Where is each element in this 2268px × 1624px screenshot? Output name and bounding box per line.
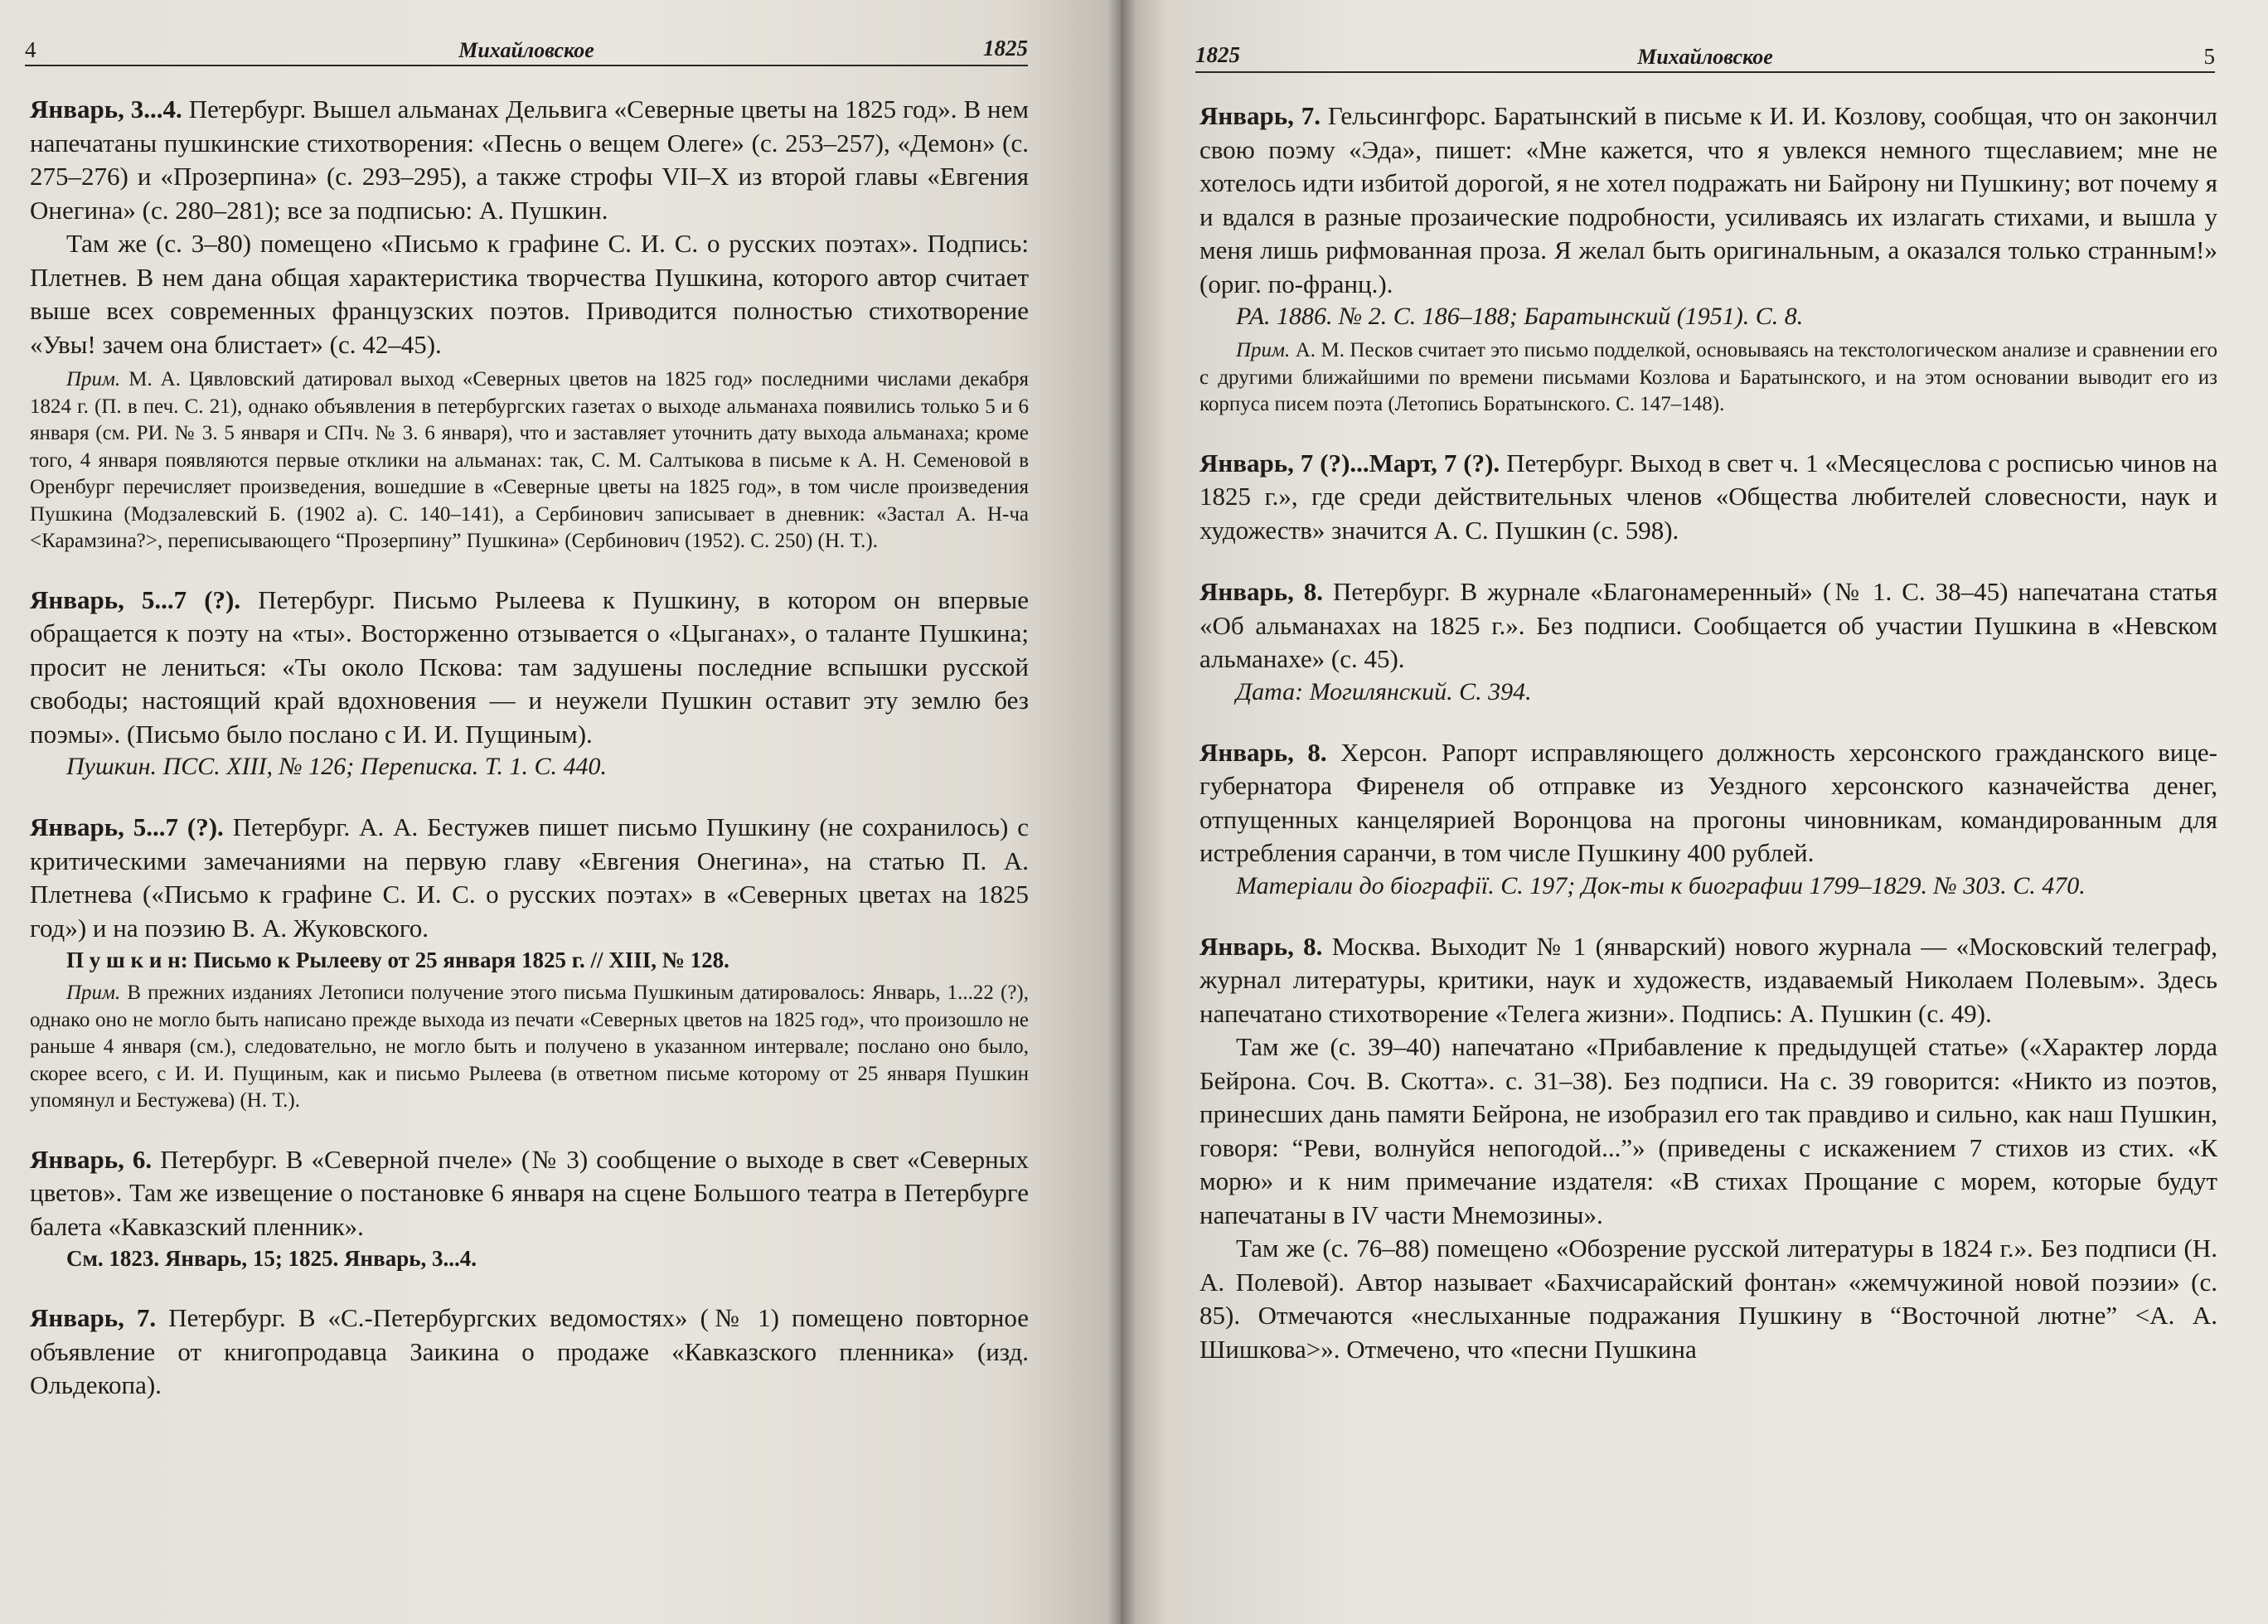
chronicle-entry xyxy=(30,1302,1029,1403)
chronicle-entry xyxy=(30,584,1029,783)
entry-text-continued: Там же (с. 39–40) напечатано «Прибавление к предыдущей статье» («Характер лорда Бейрона. Соч. В. Скотта». с. 31–38). Без подписи. На с. 39 говорится: «Никто из поэтов, принесших дань памяти Бейрона, не изобразил его так правдиво и сильно, как наш Пушкин, говоря: “Реви, волнуйся непогодой...”» (приведены с искажением 7 стихов из стих. «К морю» и к ним примечание издателя: «В стихах Прощание с морем, которые будут напечатаны в IV части Мнемозины». xyxy=(1199,1032,2217,1229)
running-year: 1825 xyxy=(1195,42,1240,67)
entry-text: Петербург. А. А. Бестужев пишет письмо Пушкину (не сохранилось) с критическими замечаниями на первую главу «Евгения Онегина», на статью П. А. Плетнева («Письмо к графине С. И. С. о русских поэтах» в «Северных цветах на 1825 год») и на поэзию В. А. Жуковского. xyxy=(30,812,1030,943)
entry-text: Петербург. Вышел альманах Дельвига «Северные цветы на 1825 год». В нем напечатаны пушкинские стихотворения: «Песнь о вещем Олеге» (с. 253–257), «Демон» (с. 275–276) и «Прозерпина» (с. 293–295), а также строфы VII–X из второй главы «Евгения Онегина» (с. 280–281); все за подписью: А. Пушкин. xyxy=(30,95,1029,225)
entry-text-continued: Там же (с. 3–80) помещено «Письмо к графине С. И. С. о русских поэтах». Подпись: Плетнев. В нем дана общая характеристика творчества Пушкина, которого автор считает выше всех современных французских поэтов. Приводится полностью стихотворение «Увы! зачем она блистает» (с. 42–45). xyxy=(30,229,1029,359)
entry-date: Январь, 7 (?)...Март, 7 (?). xyxy=(1199,448,1500,478)
entry-date: Январь, 8. xyxy=(1199,577,1324,606)
header-rule xyxy=(1195,71,2215,73)
entry-cross-reference: См. 1823. Январь, 15; 1825. Январь, 3...4. xyxy=(66,1246,477,1271)
entry-text: Гельсингфорс. Баратынский в письме к И. И. Козлову, сообщая, что он закончил свою поэму «Эда», пишет: «Мне кажется, что я увлекся немного тщеславием; мне не хотелось идти избитой дорогой, я не хотел подражать ни Байрону ни Пушкину; вот почему я и вдался в разные прозаические подробности, усиливаясь их излагать стихами, и вышла у меня лишь рифмованная проза. Я желал быть оригинальным, а оказался только странным!» (ориг. по-франц.). xyxy=(1199,101,2218,298)
left-page xyxy=(0,0,1121,1624)
running-title: Михайловское xyxy=(458,38,594,62)
entry-text: Херсон. Рапорт исправляющего должность херсонского гражданского вице-губернатора Фиренеля об отправке из Уездного херсонского казначейства денег, отпущенных канцелярией Воронцова на прогоны чиновникам, командированным для истребления саранчи, в том числе Пушкину 400 рублей. xyxy=(1199,737,2218,867)
page-number: 5 xyxy=(2203,44,2215,69)
entry-text: Москва. Выходит № 1 (январский) нового журнала — «Московский телеграф, журнал литературы, критики, наук и художеств, издаваемый Николаем Полевым». Здесь напечатано стихотворение «Телега жизни». Подпись: А. Пушкин (с. 49). xyxy=(1199,931,2217,1028)
entry-text: Петербург. В журнале «Благонамеренный» (№ 1. С. 38–45) напечатана статья «Об альманахах на 1825 г.». Без подписи. Сообщается об участии Пушкина в «Невском альманахе» (с. 45). xyxy=(1199,577,2217,673)
entry-date: Январь, 7. xyxy=(30,1303,157,1332)
running-title: Михайловское xyxy=(1637,45,1773,69)
chronicle-entry xyxy=(1199,575,2217,708)
right-page xyxy=(1121,0,2268,1624)
entry-date: Январь, 7. xyxy=(1199,101,1321,130)
entry-source: П у ш к и н: Письмо к Рылееву от 25 января 1825 г. // XIII, № 128. xyxy=(66,948,729,972)
header-rule xyxy=(25,65,1028,66)
entry-date: Январь, 3...4. xyxy=(30,95,182,124)
running-year: 1825 xyxy=(983,36,1028,61)
chronicle-entry xyxy=(1199,447,2217,548)
right-page-body xyxy=(1199,99,2217,1394)
chronicle-entry xyxy=(30,93,1029,555)
entry-date: Январь, 8. xyxy=(1199,931,1323,961)
entry-text: Петербург. В «Северной пчеле» (№ 3) сообщение о выходе в свет «Северных цветов». Там же извещение о постановке 6 января на сцене Большого театра в Петербурге балета «Кавказский пленник». xyxy=(30,1144,1030,1241)
entry-text: Петербург. В «С.-Петербургских ведомостях» (№ 1) помещено повторное объявление от книгопродавца Заикина о продаже «Кавказского пленника» (изд. Ольдекопа). xyxy=(30,1303,1030,1399)
entry-text: Петербург. Выход в свет ч. 1 «Месяцеслова с росписью чинов на 1825 г.», где среди действительных членов «Общества любителей словесности, наук и художеств» значится А. С. Пушкин (с. 598). xyxy=(1199,448,2218,545)
chronicle-entry xyxy=(1199,99,2217,419)
entry-source: Пушкин. ПСС. XIII, № 126; Переписка. Т. 1. С. 440. xyxy=(66,753,608,780)
entry-note: В прежних изданиях Летописи получение этого письма Пушкиным датировалось: Январь, 1...22 (?), однако оно не могло быть написано прежде выхода из печати «Северных цветов на 1825 год», что произошло не раньше 4 января (см.), следовательно, не могло быть и получено в указанном интервале; послано оно было, скорее всего, с И. И. Пущиным, как и письмо Рылеева (в ответном письме которому от 25 января Пушкин упомянул и Бестужева) (Н. Т.). xyxy=(30,982,1029,1112)
note-label: Прим. xyxy=(1236,339,1291,361)
entry-date: Январь, 5...7 (?). xyxy=(30,584,241,614)
entry-source: РА. 1886. № 2. С. 186–188; Баратынский (1951). С. 8. xyxy=(1236,303,1804,330)
note-label: Прим. xyxy=(66,982,121,1004)
entry-date: Январь, 5...7 (?). xyxy=(30,812,224,841)
entry-note: А. М. Песков считает это письмо подделкой, основываясь на текстологическом анализе и сравнении его с другими ближайшими по времени письмами Козлова и Баратынского, и на этом основании выводит его из корпуса писем поэта (Летопись Боратынского. С. 147–148). xyxy=(1199,339,2217,415)
entry-source: Дата: Могилянский. С. 394. xyxy=(1236,677,1532,705)
entry-text-continued: Там же (с. 76–88) помещено «Обозрение русской литературы в 1824 г.». Без подписи (Н. А. Полевой). Автор называет «Бахчисарайский фонтан» «жемчужиной новой поэзии» (с. 85). Отмечаются «неслыханные подражания Пушкину в “Восточной лютне” <А. А. Шишкова>». Отмечено, что «песни Пушкина xyxy=(1199,1234,2217,1364)
entry-date: Январь, 8. xyxy=(1199,737,1327,767)
left-running-header xyxy=(25,33,1028,66)
chronicle-entry xyxy=(1199,930,2217,1367)
entry-text: Петербург. Письмо Рылеева к Пушкину, в котором он впервые обращается к поэту на «ты». Восторженно отзывается о «Цыганах», о таланте Пушкина; просит не лениться: «Ты около Пскова: там задушены последние вспышки русской свободы; настоящий край вдохновения — и неужели Пушкин оставит эту землю без поэмы». (Письмо было послано с И. И. Пущиным). xyxy=(30,584,1030,749)
chronicle-entry xyxy=(30,811,1029,1115)
left-page-body xyxy=(30,93,1029,1431)
entry-date: Январь, 6. xyxy=(30,1144,153,1174)
note-label: Прим. xyxy=(66,368,121,390)
chronicle-entry xyxy=(30,1143,1029,1274)
entry-source: Матеріали до біографії. С. 197; Док-ты к биографии 1799–1829. № 303. С. 470. xyxy=(1236,871,2086,899)
right-running-header xyxy=(1195,40,2215,73)
chronicle-entry xyxy=(1199,736,2217,902)
book-gutter xyxy=(1107,0,1136,1624)
entry-note: М. А. Цявловский датировал выход «Северных цветов на 1825 год» последними числами декабря 1824 г. (П. в печ. С. 21), однако объявления в петербургских газетах о выходе альманаха появились только 5 и 6 января (см. РИ. № 3. 5 января и СПч. № 3. 6 января), что и заставляет уточнить дату выхода альманаха; кроме того, 4 января появляются первые отклики на альманах: так, С. М. Салтыкова в письме к А. Н. Семеновой в Оренбург перечисляет произведения, вошедшие в «Северные цветы на 1825 год», в том числе произведения Пушкина (Модзалевский Б. (1902 а). С. 140–141), а Сербинович записывает в дневник: «Застал А. Н-ча <Карамзина?>, переписывающего “Прозерпину” Пушкина» (Сербинович (1952). С. 250) (Н. Т.). xyxy=(30,368,1029,552)
page-number: 4 xyxy=(25,37,36,62)
